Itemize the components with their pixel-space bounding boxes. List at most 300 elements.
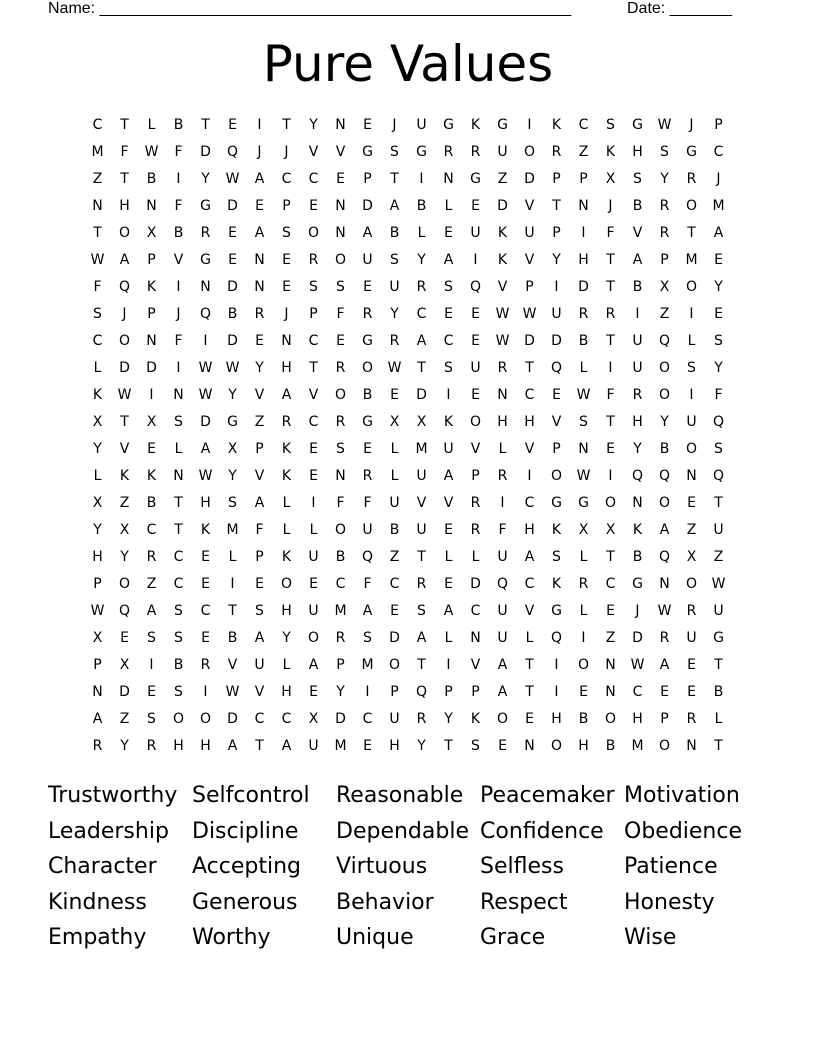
grid-letter[interactable]: S [282,225,291,241]
grid-letter[interactable]: U [362,252,373,268]
grid-letter[interactable]: I [608,468,613,484]
grid-letter[interactable]: E [687,495,696,511]
grid-letter[interactable]: A [92,711,103,727]
grid-letter[interactable]: X [92,495,103,511]
grid-letter[interactable]: U [524,225,535,241]
grid-letter[interactable]: B [632,198,643,214]
grid-letter[interactable]: H [281,360,292,376]
grid-letter[interactable]: K [605,144,616,160]
grid-letter[interactable]: E [336,171,345,187]
grid-letter[interactable]: G [497,117,508,133]
grid-letter[interactable]: B [632,279,643,295]
grid-letter[interactable]: E [309,468,318,484]
grid-letter[interactable]: Y [390,306,399,322]
grid-letter[interactable]: T [606,549,615,565]
grid-letter[interactable]: Q [712,468,725,484]
grid-letter[interactable]: S [336,279,345,295]
grid-letter[interactable]: L [687,333,696,349]
grid-letter[interactable]: Z [713,549,724,565]
grid-letter[interactable]: A [281,387,292,403]
grid-letter[interactable]: E [687,684,696,700]
grid-letter[interactable]: B [173,657,184,673]
grid-letter[interactable]: U [686,630,697,646]
grid-letter[interactable]: I [581,630,586,646]
grid-letter[interactable]: L [417,225,426,241]
grid-letter[interactable]: Q [118,279,131,295]
grid-letter[interactable]: G [578,495,589,511]
grid-letter[interactable]: F [174,144,183,160]
grid-letter[interactable]: L [579,360,588,376]
grid-letter[interactable]: W [657,117,672,133]
grid-letter[interactable]: C [281,171,292,187]
grid-letter[interactable]: G [551,495,562,511]
grid-letter[interactable]: L [390,441,399,457]
grid-letter[interactable]: O [550,738,563,754]
grid-letter[interactable]: O [604,495,617,511]
grid-letter[interactable]: P [471,684,480,700]
grid-letter[interactable]: V [470,657,481,673]
grid-letter[interactable]: C [308,333,319,349]
grid-letter[interactable]: O [388,657,401,673]
grid-letter[interactable]: R [470,522,481,538]
grid-letter[interactable]: N [497,387,508,403]
grid-letter[interactable]: V [632,225,643,241]
grid-letter[interactable]: R [281,414,292,430]
grid-letter[interactable]: E [255,576,264,592]
grid-letter[interactable]: Y [228,468,237,484]
grid-letter[interactable]: B [578,333,589,349]
grid-letter[interactable]: R [416,711,427,727]
grid-letter[interactable]: D [497,198,508,214]
grid-letter[interactable]: N [335,117,346,133]
grid-letter[interactable]: O [118,225,131,241]
grid-letter[interactable]: F [174,198,183,214]
grid-letter[interactable]: J [257,144,262,160]
grid-letter[interactable]: E [228,252,237,268]
grid-letter[interactable]: C [632,684,643,700]
grid-letter[interactable]: O [334,387,347,403]
grid-letter[interactable]: A [254,171,265,187]
grid-letter[interactable]: V [119,441,130,457]
grid-letter[interactable]: I [257,117,262,133]
grid-letter[interactable]: T [687,225,696,241]
grid-letter[interactable]: Z [497,171,508,187]
grid-letter[interactable]: I [554,279,559,295]
grid-letter[interactable]: D [227,333,238,349]
grid-letter[interactable]: E [606,441,615,457]
grid-letter[interactable]: W [225,171,240,187]
grid-letter[interactable]: U [470,360,481,376]
grid-letter[interactable]: X [686,549,697,565]
grid-letter[interactable]: H [281,684,292,700]
grid-letter[interactable]: F [336,306,345,322]
grid-letter[interactable]: N [470,630,481,646]
grid-letter[interactable]: R [686,171,697,187]
grid-letter[interactable]: I [581,225,586,241]
grid-letter[interactable]: Z [254,414,265,430]
grid-letter[interactable]: T [714,657,723,673]
grid-letter[interactable]: B [416,198,427,214]
grid-letter[interactable]: B [389,225,400,241]
grid-letter[interactable]: E [444,522,453,538]
grid-letter[interactable]: K [551,522,562,538]
grid-letter[interactable]: O [334,252,347,268]
grid-letter[interactable]: X [227,441,238,457]
grid-letter[interactable]: S [579,414,588,430]
grid-letter[interactable]: B [659,441,670,457]
grid-letter[interactable]: X [92,414,103,430]
grid-letter[interactable]: N [659,576,670,592]
grid-letter[interactable]: O [658,738,671,754]
grid-letter[interactable]: O [658,360,671,376]
grid-letter[interactable]: S [147,630,156,646]
grid-letter[interactable]: V [416,495,427,511]
grid-letter[interactable]: O [496,711,509,727]
grid-letter[interactable]: N [335,225,346,241]
grid-letter[interactable]: Y [228,387,237,403]
grid-letter[interactable]: C [443,333,454,349]
grid-letter[interactable]: E [255,333,264,349]
grid-letter[interactable]: X [389,414,400,430]
grid-letter[interactable]: W [495,333,510,349]
grid-letter[interactable]: J [716,171,721,187]
grid-letter[interactable]: V [470,441,481,457]
grid-letter[interactable]: T [201,117,210,133]
grid-letter[interactable]: D [632,630,643,646]
grid-letter[interactable]: P [336,657,345,673]
grid-letter[interactable]: Y [120,738,129,754]
grid-letter[interactable]: B [173,225,184,241]
grid-letter[interactable]: E [363,441,372,457]
grid-letter[interactable]: T [444,738,453,754]
grid-letter[interactable]: P [255,549,264,565]
grid-letter[interactable]: F [606,225,615,241]
grid-letter[interactable]: S [309,279,318,295]
grid-letter[interactable]: Z [578,144,589,160]
grid-letter[interactable]: A [497,684,508,700]
grid-letter[interactable]: H [524,522,535,538]
grid-letter[interactable]: J [284,306,289,322]
grid-letter[interactable]: R [200,225,211,241]
grid-letter[interactable]: V [551,414,562,430]
grid-letter[interactable]: L [579,603,588,619]
grid-letter[interactable]: B [146,495,157,511]
grid-letter[interactable]: G [551,603,562,619]
grid-letter[interactable]: U [254,657,265,673]
grid-letter[interactable]: A [227,738,238,754]
grid-letter[interactable]: W [198,387,213,403]
grid-letter[interactable]: G [632,117,643,133]
grid-letter[interactable]: S [417,603,426,619]
grid-letter[interactable]: R [254,306,265,322]
grid-letter[interactable]: O [604,711,617,727]
grid-letter[interactable]: L [525,630,534,646]
grid-letter[interactable]: S [606,117,615,133]
grid-letter[interactable]: Y [336,684,345,700]
grid-letter[interactable]: Z [146,576,157,592]
grid-letter[interactable]: X [308,711,319,727]
grid-letter[interactable]: A [524,549,535,565]
grid-letter[interactable]: D [389,630,400,646]
grid-letter[interactable]: N [254,252,265,268]
grid-letter[interactable]: Z [686,522,697,538]
grid-letter[interactable]: A [119,252,130,268]
grid-letter[interactable]: S [714,333,723,349]
grid-letter[interactable]: T [525,657,534,673]
grid-letter[interactable]: P [525,279,534,295]
grid-letter[interactable]: I [635,306,640,322]
grid-letter[interactable]: A [254,630,265,646]
grid-letter[interactable]: Y [201,171,210,187]
grid-letter[interactable]: I [176,171,181,187]
grid-letter[interactable]: D [551,333,562,349]
grid-letter[interactable]: A [416,630,427,646]
grid-letter[interactable]: Y [282,630,291,646]
grid-letter[interactable]: G [200,252,211,268]
grid-letter[interactable]: R [389,333,400,349]
grid-letter[interactable]: N [281,333,292,349]
grid-letter[interactable]: L [228,549,237,565]
grid-letter[interactable]: K [551,117,562,133]
grid-letter[interactable]: E [282,279,291,295]
grid-letter[interactable]: Q [658,468,671,484]
grid-letter[interactable]: U [416,117,427,133]
grid-letter[interactable]: S [390,252,399,268]
grid-letter[interactable]: M [415,441,428,457]
grid-letter[interactable]: B [146,171,157,187]
grid-letter[interactable]: X [605,171,616,187]
grid-letter[interactable]: W [117,387,132,403]
grid-letter[interactable]: P [147,306,156,322]
grid-letter[interactable]: O [307,630,320,646]
grid-letter[interactable]: S [336,441,345,457]
grid-letter[interactable]: W [576,468,591,484]
grid-letter[interactable]: C [173,576,184,592]
grid-letter[interactable]: Y [660,414,669,430]
grid-letter[interactable]: T [120,414,129,430]
grid-letter[interactable]: E [525,711,534,727]
grid-letter[interactable]: R [308,252,319,268]
grid-letter[interactable]: D [200,144,211,160]
grid-letter[interactable]: W [495,306,510,322]
grid-letter[interactable]: J [176,306,181,322]
grid-letter[interactable]: P [579,171,588,187]
grid-letter[interactable]: I [311,495,316,511]
grid-letter[interactable]: W [225,360,240,376]
grid-letter[interactable]: R [659,630,670,646]
grid-letter[interactable]: X [605,522,616,538]
grid-letter[interactable]: E [228,117,237,133]
grid-letter[interactable]: D [119,684,130,700]
grid-letter[interactable]: V [497,279,508,295]
grid-letter[interactable]: E [471,198,480,214]
grid-letter[interactable]: S [390,144,399,160]
grid-letter[interactable]: C [362,711,373,727]
grid-letter[interactable]: G [362,414,373,430]
grid-letter[interactable]: B [227,306,238,322]
grid-letter[interactable]: X [119,657,130,673]
grid-letter[interactable]: K [146,279,157,295]
grid-letter[interactable]: D [470,576,481,592]
grid-letter[interactable]: D [335,711,346,727]
grid-letter[interactable]: J [635,603,640,619]
grid-letter[interactable]: K [551,576,562,592]
grid-letter[interactable]: P [147,252,156,268]
grid-letter[interactable]: R [362,306,373,322]
grid-letter[interactable]: U [632,333,643,349]
grid-letter[interactable]: Q [469,279,482,295]
grid-letter[interactable]: A [713,225,724,241]
grid-letter[interactable]: I [419,171,424,187]
grid-letter[interactable]: S [174,414,183,430]
grid-letter[interactable]: A [362,603,373,619]
grid-letter[interactable]: C [578,117,589,133]
grid-letter[interactable]: J [392,117,397,133]
grid-letter[interactable]: T [228,603,237,619]
grid-letter[interactable]: B [578,711,589,727]
grid-letter[interactable]: T [93,225,102,241]
grid-letter[interactable]: I [446,387,451,403]
grid-letter[interactable]: E [444,576,453,592]
grid-letter[interactable]: B [227,630,238,646]
grid-letter[interactable]: P [390,684,399,700]
grid-letter[interactable]: N [335,468,346,484]
grid-letter[interactable]: J [284,144,289,160]
grid-letter[interactable]: E [471,387,480,403]
grid-letter[interactable]: U [551,306,562,322]
grid-letter[interactable]: M [631,738,644,754]
grid-letter[interactable]: Q [550,360,563,376]
grid-letter[interactable]: Y [93,441,102,457]
grid-letter[interactable]: B [632,549,643,565]
grid-letter[interactable]: L [282,495,291,511]
grid-letter[interactable]: E [606,603,615,619]
grid-letter[interactable]: J [122,306,127,322]
grid-letter[interactable]: G [632,576,643,592]
grid-letter[interactable]: Y [552,252,561,268]
grid-letter[interactable]: V [524,198,535,214]
grid-letter[interactable]: R [497,468,508,484]
grid-letter[interactable]: Y [93,522,102,538]
grid-letter[interactable]: S [93,306,102,322]
grid-letter[interactable]: Q [415,684,428,700]
grid-letter[interactable]: M [91,144,104,160]
grid-letter[interactable]: F [714,387,723,403]
grid-letter[interactable]: Y [417,252,426,268]
grid-letter[interactable]: A [659,657,670,673]
grid-letter[interactable]: N [578,441,589,457]
grid-letter[interactable]: H [389,738,400,754]
grid-letter[interactable]: S [444,279,453,295]
grid-letter[interactable]: L [147,117,156,133]
grid-letter[interactable]: D [227,279,238,295]
grid-letter[interactable]: M [334,603,347,619]
grid-letter[interactable]: E [390,387,399,403]
grid-letter[interactable]: P [93,576,102,592]
grid-letter[interactable]: R [92,738,103,754]
grid-letter[interactable]: R [443,144,454,160]
grid-letter[interactable]: T [714,495,723,511]
grid-letter[interactable]: U [389,279,400,295]
grid-letter[interactable]: A [632,252,643,268]
grid-letter[interactable]: H [173,738,184,754]
grid-letter[interactable]: W [90,603,105,619]
grid-letter[interactable]: T [552,198,561,214]
grid-letter[interactable]: W [387,360,402,376]
grid-letter[interactable]: E [390,603,399,619]
grid-letter[interactable]: M [334,738,347,754]
grid-letter[interactable]: L [93,468,102,484]
grid-letter[interactable]: P [93,657,102,673]
grid-letter[interactable]: O [685,198,698,214]
grid-letter[interactable]: V [254,468,265,484]
grid-letter[interactable]: A [254,225,265,241]
grid-letter[interactable]: Z [92,171,103,187]
grid-letter[interactable]: X [119,522,130,538]
grid-letter[interactable]: H [632,414,643,430]
grid-letter[interactable]: E [498,738,507,754]
grid-letter[interactable]: L [282,522,291,538]
grid-letter[interactable]: E [471,333,480,349]
grid-letter[interactable]: E [660,684,669,700]
grid-letter[interactable]: T [309,360,318,376]
grid-letter[interactable]: T [174,522,183,538]
grid-letter[interactable]: Q [199,306,212,322]
grid-letter[interactable]: W [198,360,213,376]
grid-letter[interactable]: R [470,495,481,511]
grid-letter[interactable]: G [686,144,697,160]
grid-letter[interactable]: S [174,630,183,646]
grid-letter[interactable]: N [632,495,643,511]
grid-letter[interactable]: K [470,711,481,727]
grid-letter[interactable]: E [147,684,156,700]
grid-letter[interactable]: V [524,441,535,457]
grid-letter[interactable]: N [335,198,346,214]
grid-letter[interactable]: U [389,495,400,511]
grid-letter[interactable]: X [659,279,670,295]
grid-letter[interactable]: F [606,387,615,403]
grid-letter[interactable]: T [606,333,615,349]
grid-letter[interactable]: X [578,522,589,538]
grid-letter[interactable]: C [281,711,292,727]
grid-letter[interactable]: E [363,738,372,754]
grid-letter[interactable]: K [470,117,481,133]
grid-letter[interactable]: Q [550,630,563,646]
grid-letter[interactable]: Z [119,495,130,511]
grid-letter[interactable]: X [146,225,157,241]
grid-letter[interactable]: G [227,414,238,430]
grid-letter[interactable]: G [362,333,373,349]
grid-letter[interactable]: A [254,495,265,511]
grid-letter[interactable]: T [174,495,183,511]
grid-letter[interactable]: H [497,414,508,430]
grid-letter[interactable]: V [524,603,535,619]
grid-letter[interactable]: K [443,414,454,430]
grid-letter[interactable]: C [254,711,265,727]
grid-letter[interactable]: N [254,279,265,295]
grid-letter[interactable]: V [254,684,265,700]
grid-letter[interactable]: L [444,630,453,646]
grid-letter[interactable]: S [174,684,183,700]
grid-letter[interactable]: E [336,333,345,349]
grid-letter[interactable]: Q [226,144,239,160]
grid-letter[interactable]: V [524,252,535,268]
grid-letter[interactable]: E [363,117,372,133]
grid-letter[interactable]: S [660,144,669,160]
grid-letter[interactable]: I [689,306,694,322]
grid-letter[interactable]: T [606,252,615,268]
grid-letter[interactable]: L [471,549,480,565]
